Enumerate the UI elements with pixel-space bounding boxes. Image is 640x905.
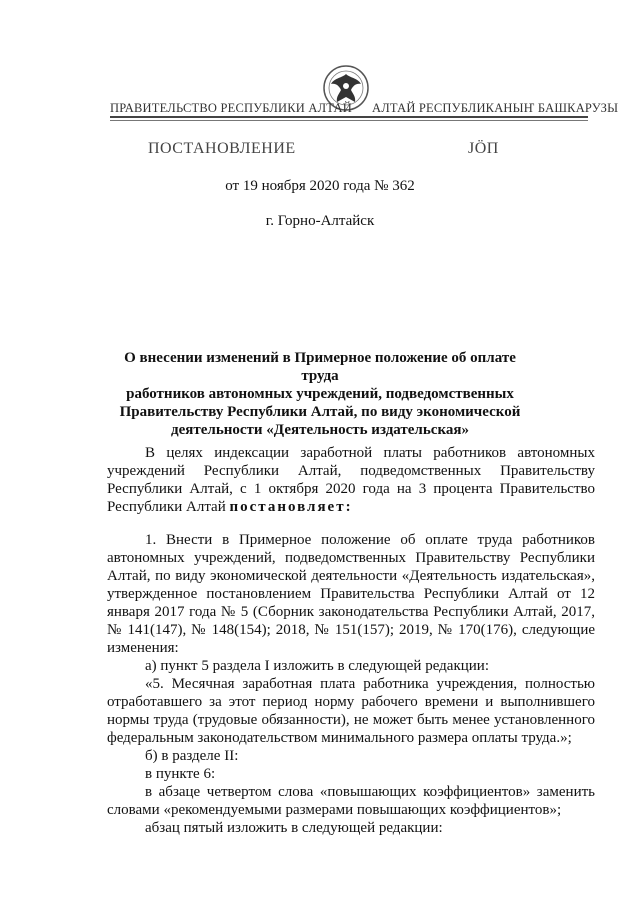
title-line: работников автономных учреждений, подведомственных	[126, 386, 514, 402]
title-line: деятельности «Деятельность издательская»	[171, 422, 469, 438]
document-title	[110, 349, 530, 439]
document-date-number: от 19 ноября 2020 года № 362	[225, 178, 415, 194]
body-paragraph: 1. Внести в Примерное положение об оплате труда работников автономных учреждений, подведомственных Правительству Республики Алтай, по виду экономической деятельности «Деятельность издательская», утвержденное постановлением Правительства Республики Алтай от 12 января 2017 года № 5 (Сборник законодательства Республики Алтай, 2017, № 141(147), № 148(154); 2018, № 151(157); 2019, № 170(176), следующие изменения:	[107, 532, 595, 656]
title-line: Правительству Республики Алтай, по виду экономической	[119, 404, 521, 420]
document-type-altai: ЈӦП	[468, 140, 499, 157]
body-paragraph: абзац пятый изложить в следующей редакции:	[145, 820, 443, 836]
body-paragraph: в пункте 6:	[145, 766, 216, 782]
body-paragraph: б) в разделе II:	[145, 748, 239, 764]
document-type-russian: ПОСТАНОВЛЕНИЕ	[148, 140, 296, 157]
body-paragraph: в абзаце четвертом слова «повышающих коэффициентов» заменить словами «рекомендуемыми размерами повышающих коэффициентов»;	[107, 784, 595, 818]
document-body	[107, 531, 595, 837]
header-divider-thin	[110, 120, 588, 121]
preamble-keyword: постановляет:	[229, 499, 353, 515]
body-paragraph: «5. Месячная заработная плата работника учреждения, полностью отработавшего за этот период норму рабочего времени и выполнившего нормы труда (трудовые обязанности), не может быть менее установленного федеральным законодательством минимального размера оплаты труда.»;	[107, 676, 595, 746]
government-name-altai: АЛТАЙ РЕСПУБЛИКАНЫҤ БАШКАРУЗЫ	[372, 101, 619, 115]
title-line: О внесении изменений в Примерное положение об оплате труда	[124, 350, 516, 384]
body-paragraph: а) пункт 5 раздела I изложить в следующей редакции:	[145, 658, 489, 674]
government-name-russian: ПРАВИТЕЛЬСТВО РЕСПУБЛИКИ АЛТАЙ	[110, 101, 352, 115]
header-divider-thick	[110, 116, 588, 118]
preamble-paragraph	[107, 444, 595, 516]
document-city: г. Горно-Алтайск	[265, 213, 375, 229]
preamble-text: В целях индексации заработной платы работников автономных учреждений Республики Алтай, подведомственных Правительству Республики Алтай, с 1 октября 2020 года на 3 процента Правительство Республики Алтай	[107, 445, 595, 515]
